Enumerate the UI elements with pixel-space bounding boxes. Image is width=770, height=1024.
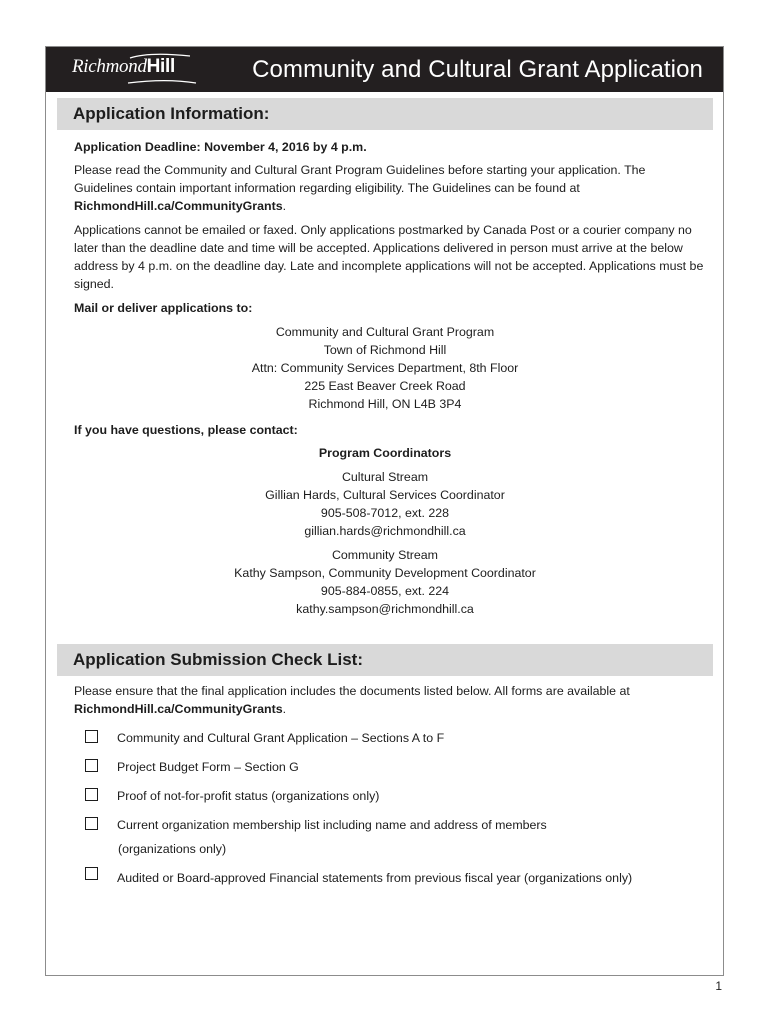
application-information-bar bbox=[57, 98, 713, 130]
header-bar bbox=[46, 47, 723, 92]
checklist-item-label: Project Budget Form – Section G bbox=[117, 760, 299, 774]
checklist-item-label: Proof of not-for-profit status (organizations only) bbox=[117, 789, 380, 803]
checklist-intro-text: Please ensure that the final application includes the documents listed below. All forms are available at bbox=[74, 684, 630, 698]
checklist-bar bbox=[57, 644, 713, 676]
contact-stream: Community Stream bbox=[331, 548, 439, 562]
logo-text: RichmondHill bbox=[72, 56, 175, 77]
address-line: Community and Cultural Grant Program bbox=[275, 325, 495, 339]
checklist-checkbox[interactable] bbox=[85, 867, 98, 880]
contact-name: Gillian Hards, Cultural Services Coordinator bbox=[265, 488, 505, 502]
checklist-checkbox[interactable] bbox=[85, 759, 98, 772]
checklist-item-label: Current organization membership list including name and address of members bbox=[117, 818, 547, 832]
checklist-intro bbox=[74, 682, 704, 718]
cultural-stream-contact bbox=[74, 468, 696, 540]
application-information-heading: Application Information: bbox=[73, 104, 270, 123]
contact-stream: Cultural Stream bbox=[341, 470, 429, 484]
document-title: Community and Cultural Grant Application bbox=[252, 56, 703, 83]
checklist-item-label-continued: (organizations only) bbox=[118, 842, 227, 856]
mailing-address bbox=[74, 323, 696, 413]
page-number: 1 bbox=[715, 979, 722, 993]
coordinators-heading: Program Coordinators bbox=[318, 446, 452, 460]
checklist-item-label: Audited or Board-approved Financial statements from previous fiscal year (organizations only) bbox=[117, 871, 633, 885]
checklist-checkbox[interactable] bbox=[85, 817, 98, 830]
checklist-link[interactable]: RichmondHill.ca/CommunityGrants bbox=[74, 702, 283, 716]
address-line: Attn: Community Services Department, 8th Floor bbox=[251, 361, 519, 375]
address-line: Richmond Hill, ON L4B 3P4 bbox=[308, 397, 462, 411]
richmond-hill-logo bbox=[72, 52, 197, 88]
contact-name: Kathy Sampson, Community Development Coordinator bbox=[234, 566, 536, 580]
submission-rules-paragraph: Applications cannot be emailed or faxed. Only applications postmarked by Canada Post or a courier company no later than the deadline date and time will be accepted. Applications delivered in person must arrive at the below address by 4 p.m. on the deadline day. Late and incomplete applications will not be accepted. Applications must be signed. bbox=[74, 223, 704, 291]
checklist-item-label: Community and Cultural Grant Application – Sections A to F bbox=[117, 731, 445, 745]
mail-heading: Mail or deliver applications to: bbox=[74, 301, 253, 315]
guidelines-text: Please read the Community and Cultural Grant Program Guidelines before starting your application. The Guidelines contain important information regarding eligibility. The Guidelines can be found at bbox=[74, 163, 646, 195]
contact-phone: 905-884-0855, ext. 224 bbox=[320, 584, 450, 598]
checklist-heading: Application Submission Check List: bbox=[73, 650, 363, 669]
checklist-intro-end: . bbox=[282, 702, 287, 716]
community-stream-contact bbox=[74, 546, 696, 618]
checklist-checkbox[interactable] bbox=[85, 788, 98, 801]
address-line: 225 East Beaver Creek Road bbox=[304, 379, 466, 393]
contact-phone: 905-508-7012, ext. 228 bbox=[320, 506, 450, 520]
checklist-checkbox[interactable] bbox=[85, 730, 98, 743]
guidelines-paragraph bbox=[74, 161, 704, 215]
questions-heading: If you have questions, please contact: bbox=[74, 423, 298, 437]
application-deadline: Application Deadline: November 4, 2016 by 4 p.m. bbox=[74, 140, 367, 154]
guidelines-end: . bbox=[282, 199, 287, 213]
contact-email[interactable]: kathy.sampson@richmondhill.ca bbox=[296, 602, 474, 616]
guidelines-link[interactable]: RichmondHill.ca/CommunityGrants bbox=[74, 199, 283, 213]
contact-email[interactable]: gillian.hards@richmondhill.ca bbox=[304, 524, 466, 538]
address-line: Town of Richmond Hill bbox=[323, 343, 447, 357]
